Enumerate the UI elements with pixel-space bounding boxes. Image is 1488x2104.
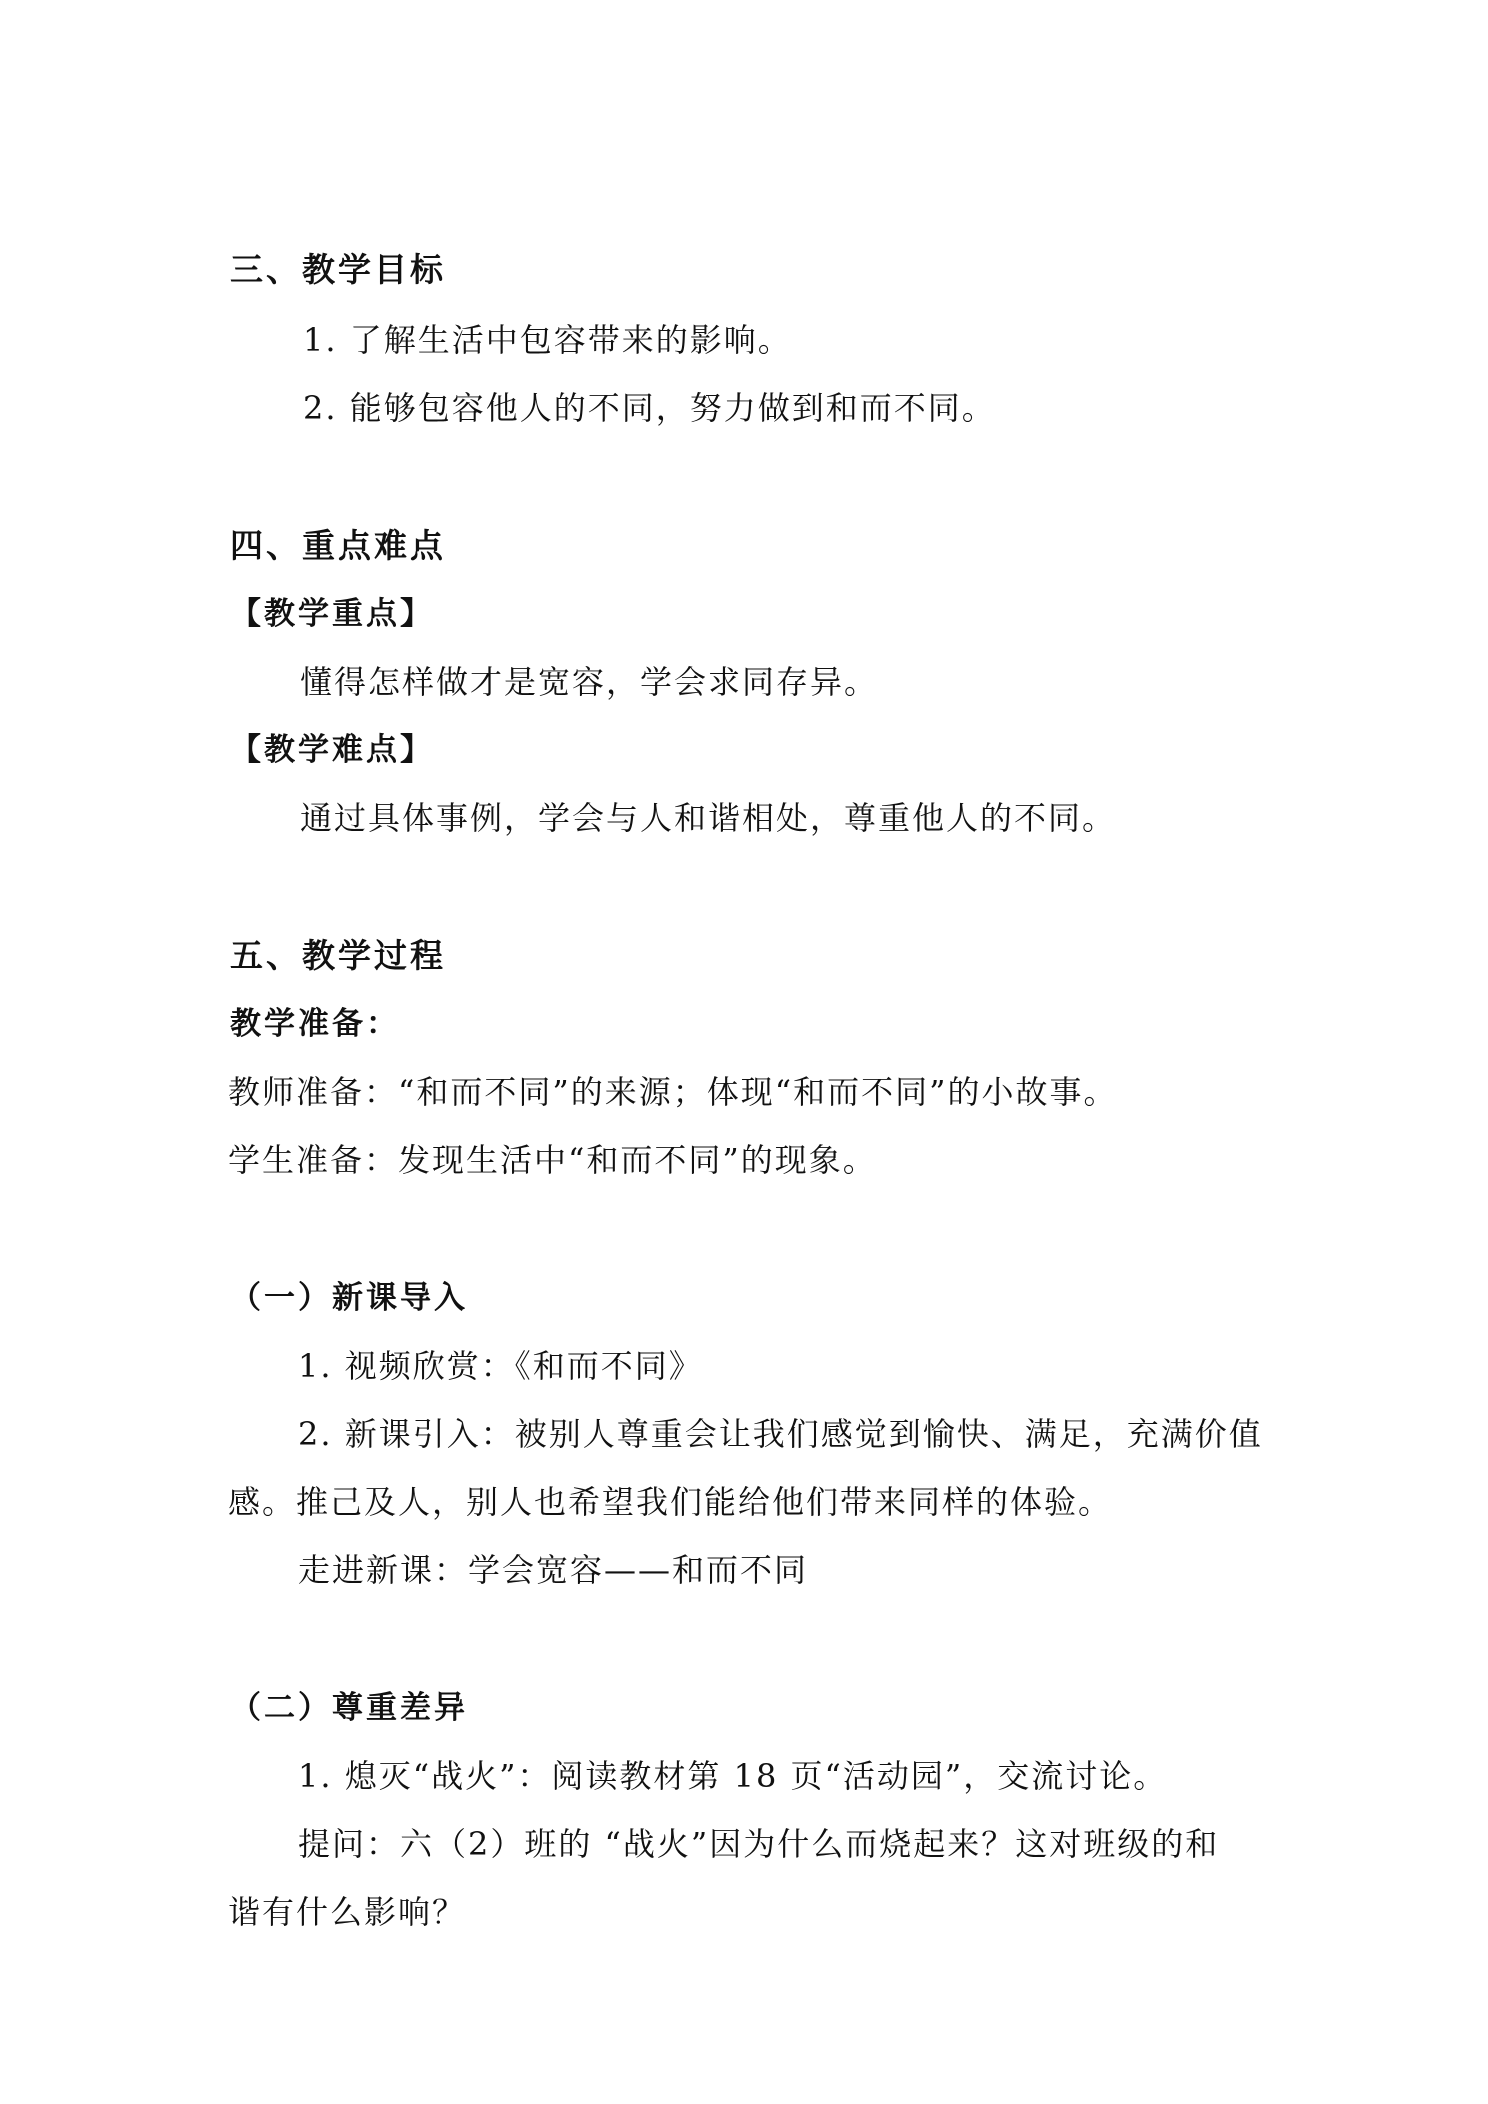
part1-heading: （一）新课导入 [230,1280,468,1316]
part2-item-1: 1. 熄灭“战火”：阅读教材第 18 页“活动园”，交流讨论。 [298,1757,1168,1795]
part1-item-2-line-2: 感。推己及人，别人也希望我们能给他们带来同样的体验。 [228,1483,1113,1521]
part1-item-1: 1. 视频欣赏：《和而不同》 [298,1347,703,1385]
goal-item-2: 2. 能够包容他人的不同，努力做到和而不同。 [303,389,996,427]
part2-question-line-2: 谐有什么影响？ [228,1893,467,1931]
student-prep: 学生准备：发现生活中“和而不同”的现象。 [228,1141,877,1179]
teacher-prep: 教师准备：“和而不同”的来源；体现“和而不同”的小故事。 [228,1073,1118,1111]
difficulty-label: 【教学难点】 [230,732,434,768]
focus-text: 懂得怎样做才是宽容，学会求同存异。 [300,663,879,701]
focus-label: 【教学重点】 [230,596,434,632]
part2-heading: （二）尊重差异 [230,1690,468,1726]
section-heading-goals: 三、教学目标 [230,250,446,289]
difficulty-text: 通过具体事例，学会与人和谐相处，尊重他人的不同。 [300,799,1117,837]
part1-item-2-line-1: 2. 新课引入：被别人尊重会让我们感觉到愉快、满足，充满价值 [298,1415,1263,1453]
part1-enter-lesson: 走进新课：学会宽容——和而不同 [298,1551,809,1589]
goal-item-1: 1. 了解生活中包容带来的影响。 [303,321,792,359]
part2-question-line-1: 提问：六（2）班的 “战火”因为什么而烧起来？这对班级的和 [298,1825,1220,1863]
prep-label: 教学准备： [230,1006,400,1042]
section-heading-process: 五、教学过程 [230,936,446,975]
section-heading-key-points: 四、重点难点 [230,526,446,565]
